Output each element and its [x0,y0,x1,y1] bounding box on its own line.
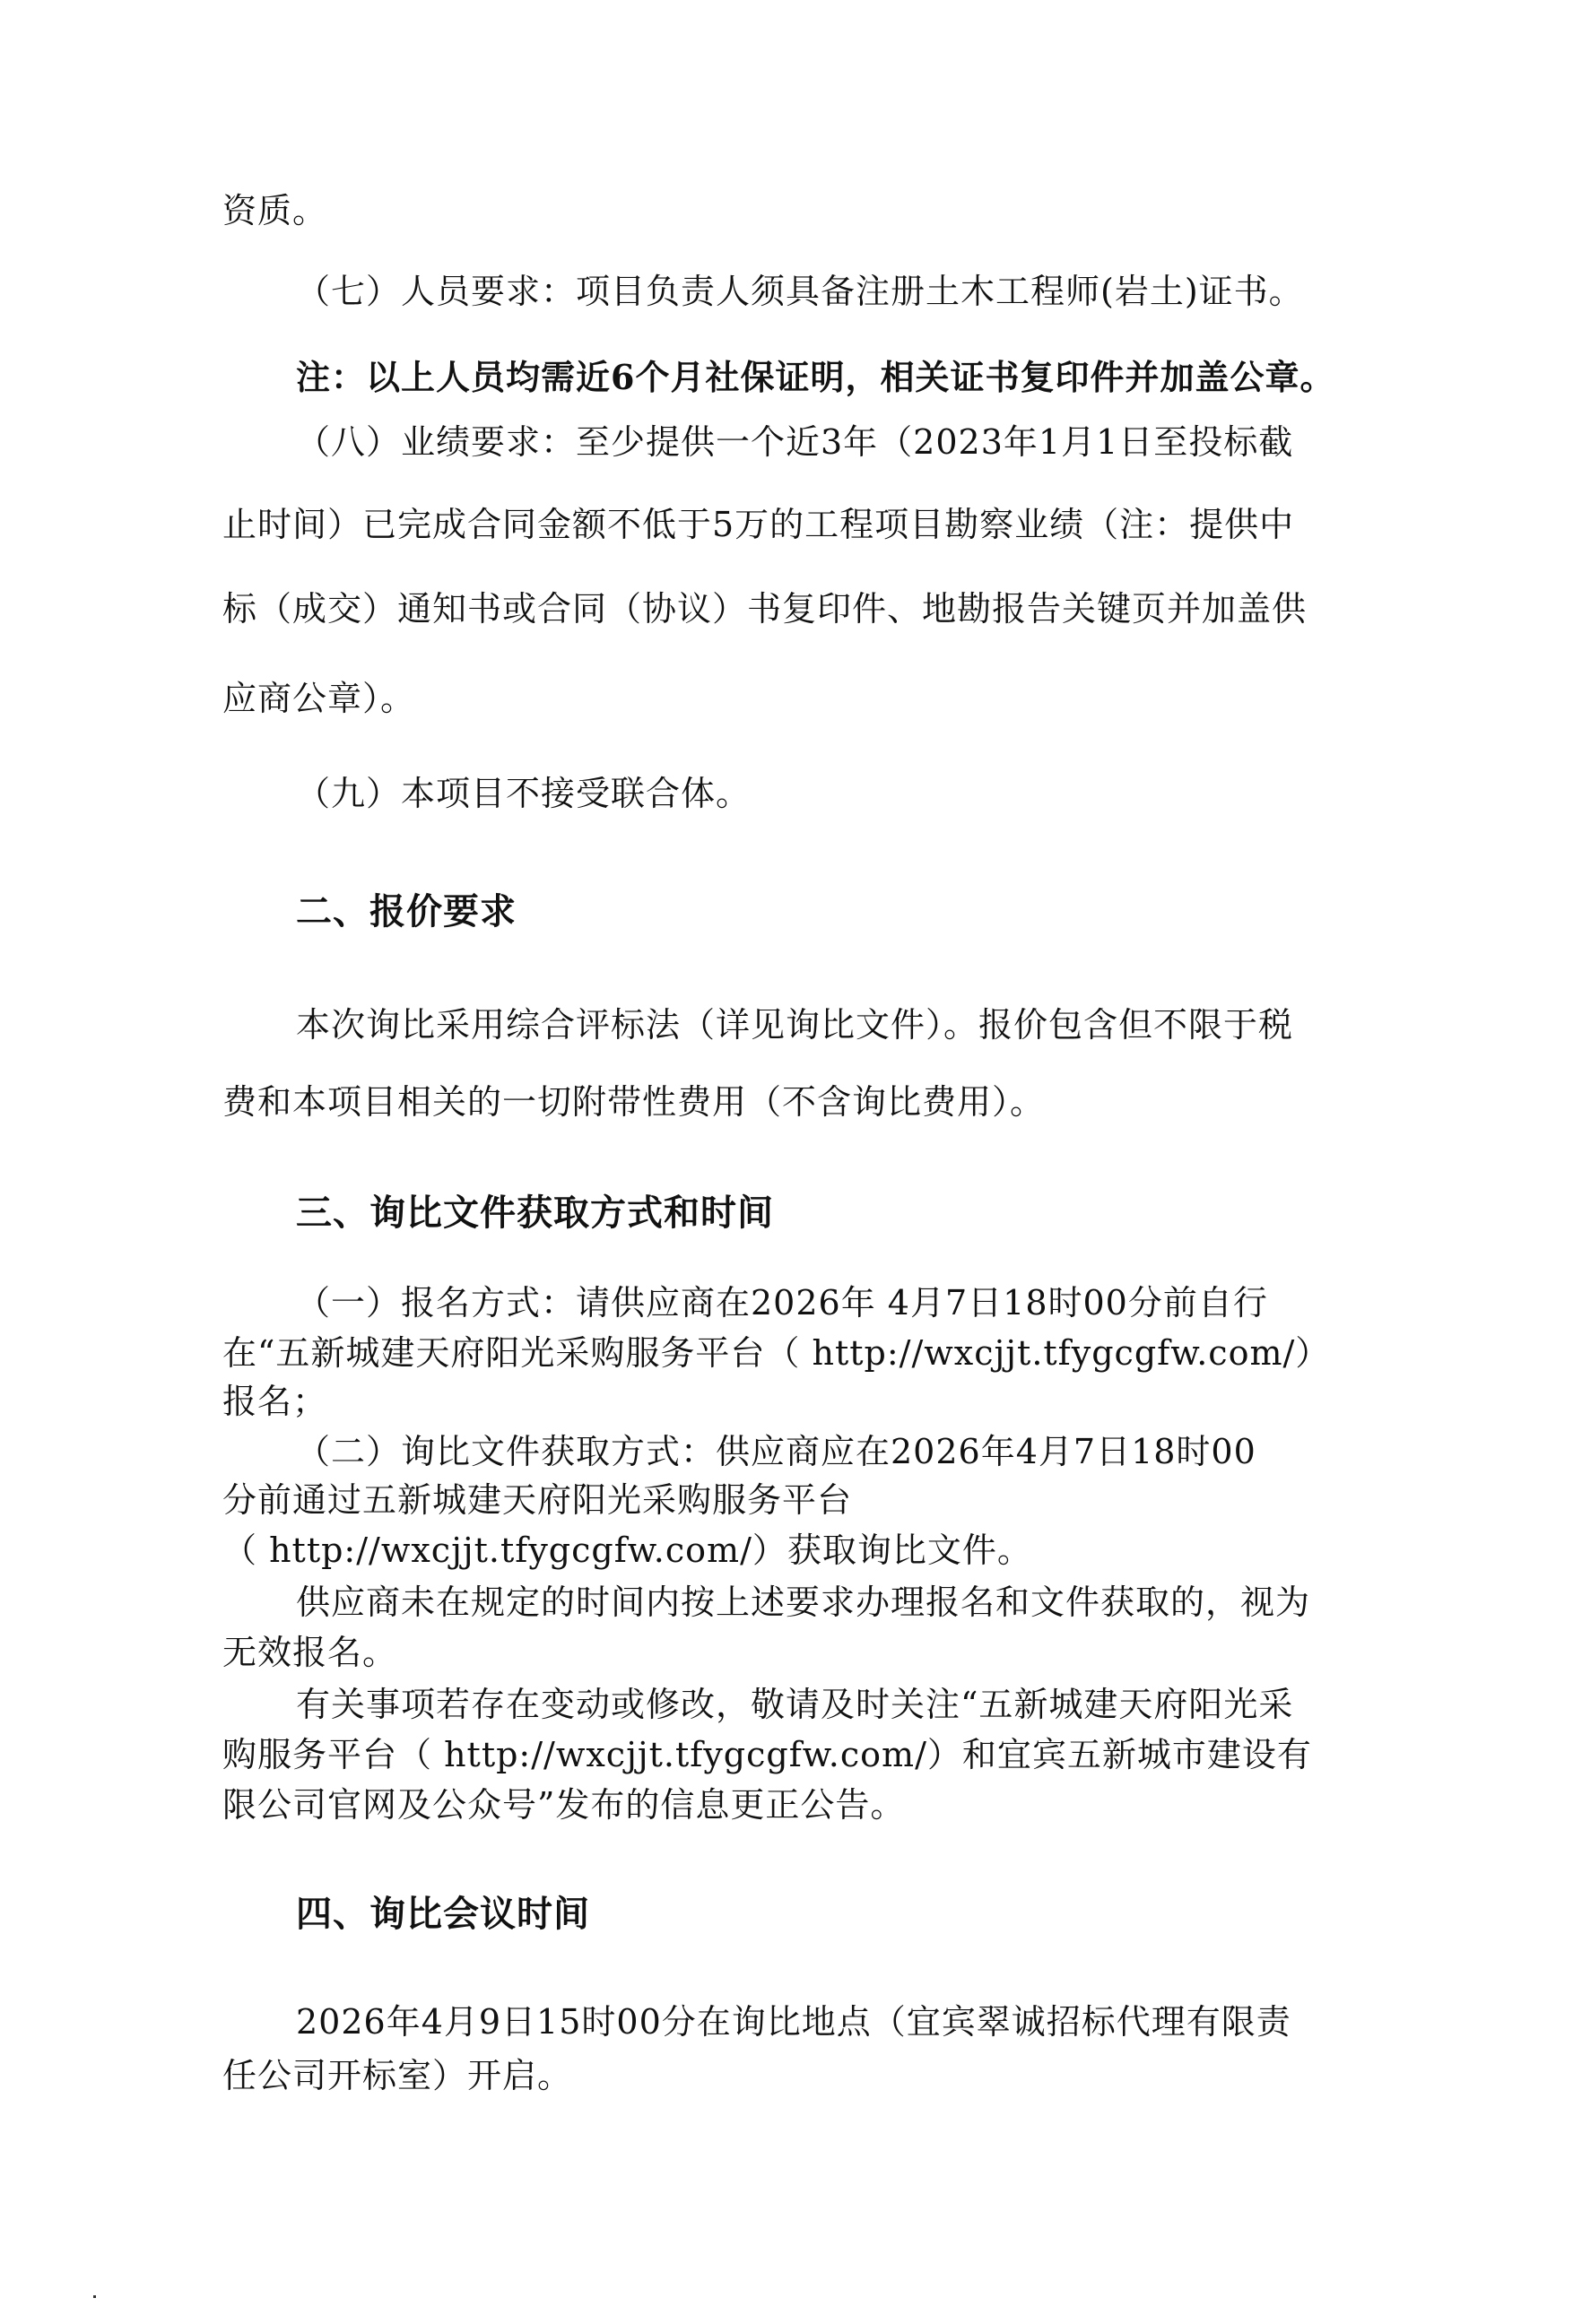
text-line: 任公司开标室）开启。 [222,2056,573,2095]
note-line: 注：以上人员均需近6个月社保证明，相关证书复印件并加盖公章。 [296,357,1335,397]
text-line: （一）报名方式：请供应商在2026年 4月7日18时00分前自行 [296,1283,1268,1322]
section-heading: 三、询比文件获取方式和时间 [296,1192,774,1234]
text-line: （七）人员要求：项目负责人须具备注册土木工程师(岩土)证书。 [296,272,1304,311]
text-line: （二）询比文件获取方式：供应商应在2026年4月7日18时00 [296,1432,1256,1471]
text-line: （九）本项目不接受联合体。 [296,774,752,813]
text-line: 购服务平台（ http://wxcjjt.tfygcgfw.com/）和宜宾五新城市建设有 [222,1735,1312,1774]
section-heading: 二、报价要求 [296,891,517,932]
text-line: （ http://wxcjjt.tfygcgfw.com/）获取询比文件。 [222,1531,1032,1570]
section-heading: 四、询比会议时间 [296,1894,590,1935]
text-line: 费和本项目相关的一切附带性费用（不含询比费用）。 [222,1082,1046,1122]
text-line: 标（成交）通知书或合同（协议）书复印件、地勘报告关键页并加盖供 [222,589,1308,629]
text-line: （八）业绩要求：至少提供一个近3年（2023年1月1日至投标截 [296,422,1294,462]
text-line: 资质。 [222,191,328,230]
text-line: 有关事项若存在变动或修改，敬请及时关注“五新城建天府阳光采 [296,1685,1294,1724]
text-line: 无效报名。 [222,1633,398,1672]
text-line: 本次询比采用综合评标法（详见询比文件）。报价包含但不限于税 [296,1005,1294,1045]
text-line: 在“五新城建天府阳光采购服务平台（ http://wxcjjt.tfygcgfw.com/） [222,1333,1331,1373]
text-line: 2026年4月9日15时00分在询比地点（宜宾翠诚招标代理有限责 [296,2002,1291,2042]
text-line: 止时间）已完成合同金额不低于5万的工程项目勘察业绩（注：提供中 [222,505,1295,544]
text-line: 供应商未在规定的时间内按上述要求办理报名和文件获取的，视为 [296,1583,1311,1622]
text-line: 限公司官网及公众号”发布的信息更正公告。 [222,1785,906,1825]
text-line: 分前通过五新城建天府阳光采购服务平台 [222,1480,853,1520]
text-line: 报名； [222,1382,328,1421]
scan-speck [93,2295,96,2298]
text-line: 应商公章）。 [222,679,416,718]
